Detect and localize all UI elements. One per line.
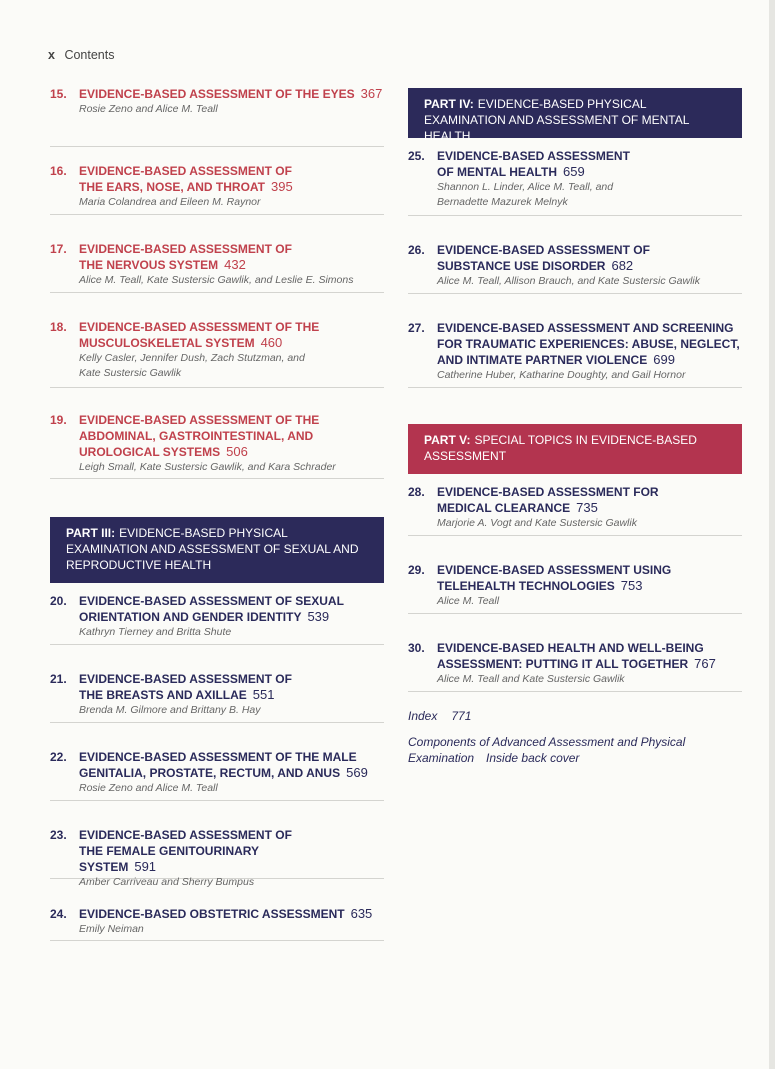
part-iii-banner (50, 517, 384, 583)
chapter-number: 15. (50, 87, 67, 101)
chapter-authors: Alice M. Teall and Kate Sustersic Gawlik (437, 673, 625, 685)
chapter-authors: Maria Colandrea and Eileen M. Raynor (79, 196, 261, 208)
chapter-page: 635 (350, 906, 373, 921)
toc-entry-16[interactable] (50, 163, 384, 215)
toc-entry-15[interactable] (50, 86, 384, 147)
page-edge (769, 0, 775, 1069)
chapter-number: 17. (50, 242, 67, 256)
chapter-authors: Leigh Small, Kate Sustersic Gawlik, and Kara Schrader (79, 461, 336, 473)
chapter-page: 367 (360, 86, 383, 101)
chapter-number: 19. (50, 413, 67, 427)
toc-entry-30[interactable] (408, 640, 742, 692)
chapter-number: 26. (408, 243, 425, 257)
chapter-authors: Emily Neiman (79, 923, 144, 935)
chapter-title: EVIDENCE-BASED ASSESSMENT OF SEXUAL ORIENTATION AND GENDER IDENTITY 539 (79, 594, 344, 624)
chapter-authors: Alice M. Teall, Allison Brauch, and Kate Sustersic Gawlik (437, 275, 701, 287)
chapter-authors: Shannon L. Linder, Alice M. Teall, and Bernadette Mazurek Melnyk (437, 181, 614, 208)
chapter-page: 699 (653, 352, 675, 367)
chapter-number: 20. (50, 594, 67, 608)
chapter-title: EVIDENCE-BASED ASSESSMENT OF MENTAL HEALTH 659 (437, 149, 630, 179)
part-label: PART V: (424, 433, 471, 447)
chapter-page: 735 (576, 500, 598, 515)
chapter-page: 395 (271, 179, 293, 194)
chapter-number: 18. (50, 320, 67, 334)
part-label: PART III: (66, 526, 116, 540)
chapter-page: 506 (226, 444, 248, 459)
toc-entry-29[interactable] (408, 562, 742, 614)
toc-entry-21[interactable] (50, 671, 384, 723)
chapter-title: EVIDENCE-BASED OBSTETRIC ASSESSMENT 635 (79, 906, 373, 921)
chapter-authors: Alice M. Teall (437, 595, 500, 607)
toc-entry-28[interactable] (408, 484, 742, 536)
chapter-title: EVIDENCE-BASED ASSESSMENT USING TELEHEALTH TECHNOLOGIES 753 (437, 563, 672, 593)
chapter-authors: Marjorie A. Vogt and Kate Sustersic Gawlik (437, 517, 637, 529)
components-page: Inside back cover (486, 751, 580, 765)
toc-entry-17[interactable] (50, 241, 384, 293)
part-title: EVIDENCE-BASED PHYSICAL EXAMINATION AND ASSESSMENT OF MENTAL HEALTH (424, 97, 689, 143)
section-label: Contents (64, 48, 115, 62)
part-title: EVIDENCE-BASED PHYSICAL EXAMINATION AND ASSESSMENT OF SEXUAL AND REPRODUCTIVE HEALTH (66, 526, 359, 572)
chapter-title: EVIDENCE-BASED ASSESSMENT OF THE EYES 367 (79, 86, 383, 101)
toc-entry-26[interactable] (408, 242, 742, 294)
chapter-number: 29. (408, 563, 425, 577)
chapter-title: EVIDENCE-BASED HEALTH AND WELL-BEING ASSESSMENT: PUTTING IT ALL TOGETHER 767 (437, 641, 716, 671)
chapter-authors: Brenda M. Gilmore and Brittany B. Hay (79, 704, 261, 716)
chapter-page: 659 (563, 164, 585, 179)
toc-entry-22[interactable] (50, 749, 384, 801)
left-column (50, 86, 384, 941)
chapter-page: 753 (620, 578, 643, 593)
page-number-roman: x (48, 48, 55, 62)
index-label: Index (408, 709, 438, 723)
chapter-number: 27. (408, 321, 425, 335)
chapter-page: 460 (260, 335, 283, 350)
part-label: PART IV: (424, 97, 474, 111)
components-label: Components of Advanced Assessment and Physical Examination (408, 735, 686, 765)
chapter-authors: Kelly Casler, Jennifer Dush, Zach Stutzman, and Kate Sustersic Gawlik (79, 352, 305, 379)
chapter-page: 682 (611, 258, 634, 273)
toc-entry-20[interactable] (50, 593, 384, 645)
toc-entry-19[interactable] (50, 412, 384, 479)
part-iv-banner (408, 88, 742, 143)
chapter-title: EVIDENCE-BASED ASSESSMENT OF THE FEMALE GENITOURINARY SYSTEM 591 (79, 828, 292, 874)
chapter-authors: Rosie Zeno and Alice M. Teall (79, 103, 218, 115)
chapter-page: 551 (252, 687, 275, 702)
chapter-title: EVIDENCE-BASED ASSESSMENT OF THE EARS, NOSE, AND THROAT 395 (79, 164, 293, 194)
chapter-authors: Catherine Huber, Katharine Doughty, and Gail Hornor (437, 369, 686, 381)
chapter-authors: Rosie Zeno and Alice M. Teall (79, 782, 218, 794)
chapter-authors: Amber Carriveau and Sherry Bumpus (79, 876, 255, 888)
toc-entry-24[interactable] (50, 906, 384, 941)
chapter-title: EVIDENCE-BASED ASSESSMENT OF SUBSTANCE USE DISORDER 682 (437, 243, 650, 273)
running-head (48, 48, 114, 62)
index-entry[interactable] (408, 708, 742, 724)
chapter-title: EVIDENCE-BASED ASSESSMENT OF THE ABDOMINAL, GASTROINTESTINAL, AND UROLOGICAL SYSTEMS 506 (79, 413, 320, 459)
chapter-page: 539 (307, 609, 330, 624)
toc-entry-27[interactable] (408, 320, 742, 388)
chapter-title: EVIDENCE-BASED ASSESSMENT OF THE BREASTS AND AXILLAE 551 (79, 672, 292, 702)
toc-entry-23[interactable] (50, 827, 384, 888)
index-page: 771 (451, 709, 472, 723)
chapter-number: 25. (408, 149, 425, 163)
chapter-page: 591 (134, 859, 157, 874)
chapter-title: EVIDENCE-BASED ASSESSMENT OF THE MALE GENITALIA, PROSTATE, RECTUM, AND ANUS 569 (79, 750, 368, 780)
part-v-banner (408, 424, 742, 474)
chapter-number: 28. (408, 485, 425, 499)
chapter-number: 24. (50, 907, 67, 921)
chapter-title: EVIDENCE-BASED ASSESSMENT FOR MEDICAL CLEARANCE 735 (437, 485, 659, 515)
chapter-title: EVIDENCE-BASED ASSESSMENT OF THE NERVOUS SYSTEM 432 (79, 242, 292, 272)
toc-entry-18[interactable] (50, 319, 384, 388)
chapter-number: 21. (50, 672, 67, 686)
toc-entry-25[interactable] (408, 148, 742, 216)
chapter-page: 569 (346, 765, 368, 780)
chapter-number: 22. (50, 750, 67, 764)
chapter-number: 16. (50, 164, 67, 178)
chapter-title: EVIDENCE-BASED ASSESSMENT OF THE MUSCULOSKELETAL SYSTEM 460 (79, 320, 320, 350)
components-entry[interactable] (408, 734, 728, 766)
chapter-authors: Kathryn Tierney and Britta Shute (79, 626, 232, 638)
part-title: SPECIAL TOPICS IN EVIDENCE-BASED ASSESSMENT (424, 433, 697, 463)
chapter-page: 767 (694, 656, 716, 671)
chapter-number: 23. (50, 828, 67, 842)
chapter-authors: Alice M. Teall, Kate Sustersic Gawlik, and Leslie E. Simons (79, 274, 354, 286)
right-column (408, 86, 742, 766)
chapter-title: EVIDENCE-BASED ASSESSMENT AND SCREENING FOR TRAUMATIC EXPERIENCES: ABUSE, NEGLECT, AND INTIMATE PARTNER VIOLENCE 699 (437, 321, 740, 367)
chapter-page: 432 (224, 257, 246, 272)
chapter-number: 30. (408, 641, 425, 655)
